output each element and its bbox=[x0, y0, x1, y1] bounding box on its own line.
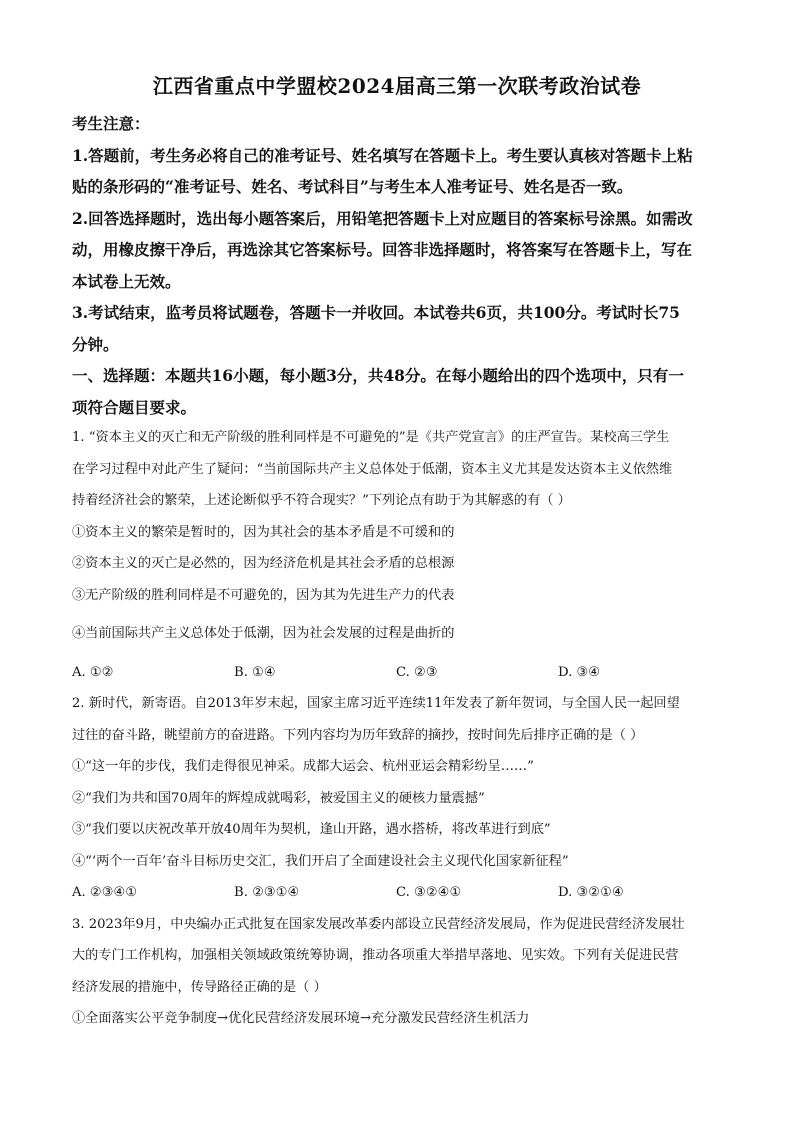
question-stem: 过往的奋斗路，眺望前方的奋进路。下列内容均为历年致辞的摘抄，按时间先后排序正确的是（ ） bbox=[72, 727, 644, 743]
option-a: A. ①② bbox=[72, 664, 114, 680]
notice-line: 分钟。 bbox=[72, 334, 119, 354]
option-b: B. ②③①④ bbox=[234, 885, 300, 900]
option-b: B. ①④ bbox=[234, 664, 276, 680]
answer-options bbox=[72, 657, 722, 689]
question-1 bbox=[72, 422, 722, 688]
notice-line: 3.考试结束，监考员将试题卷，答题卡一并收回。本试卷共6页，共100分。考试时长75 bbox=[72, 303, 680, 322]
question-item: ④当前国际共产主义总体处于低潮，因为社会发展的过程是曲折的 bbox=[72, 626, 455, 641]
option-d: D. ③②①④ bbox=[558, 885, 624, 900]
question-stem: 在学习过程中对此产生了疑问：“当前国际共产主义总体处于低潮，资本主义尤其是发达资本主义依然维 bbox=[72, 461, 673, 477]
question-item: ①“这一年的步伐，我们走得很见神采。成都大运会、杭州亚运会精彩纷呈……” bbox=[72, 759, 534, 774]
exam-notice bbox=[72, 108, 722, 423]
notice-line: 2.回答选择题时，选出每小题答案后，用铅笔把答题卡上对应题目的答案标号涂黑。如需改 bbox=[72, 208, 693, 228]
question-item: ①资本主义的繁荣是暂时的，因为其社会的基本矛盾是不可缓和的 bbox=[72, 524, 455, 540]
section-heading: 一、选择题：本题共16小题，每小题3分，共48分。在每小题给出的四个选项中，只有一 bbox=[72, 366, 684, 385]
question-item: ③“我们要以庆祝改革开放40周年为契机，逢山开路，遇水搭桥，将改革进行到底” bbox=[72, 822, 551, 837]
questions bbox=[72, 422, 722, 1035]
question-3 bbox=[72, 909, 722, 1035]
question-item: ②资本主义的灭亡是必然的，因为经济危机是其社会矛盾的总根源 bbox=[72, 556, 455, 571]
section-heading: 项符合题目要求。 bbox=[72, 397, 197, 417]
question-item: ②“我们为共和国70周年的辉煌成就喝彩，被爱国主义的硬核力量震撼” bbox=[72, 790, 485, 806]
question-item: ③无产阶级的胜利同样是不可避免的，因为其为先进生产力的代表 bbox=[72, 587, 455, 603]
question-stem: 经济发展的措施中，传导路径正确的是（ ） bbox=[72, 979, 327, 995]
question-stem: 3. 2023年9月，中央编办正式批复在国家发展改革委内部设立民营经济发展局，作为促进民营经济发展壮 bbox=[72, 916, 685, 932]
question-stem: 持着经济社会的繁荣，上述论断似乎不符合现实？”下列论点有助于为其解惑的有（ ） bbox=[72, 493, 571, 508]
question-2 bbox=[72, 688, 722, 909]
option-d: D. ③④ bbox=[558, 664, 601, 680]
notice-line: 动，用橡皮擦干净后，再选涂其它答案标号。回答非选择题时，将答案写在答题卡上，写在 bbox=[72, 240, 693, 259]
option-c: C. ②③ bbox=[396, 664, 438, 680]
notice-line: 贴的条形码的“准考证号、姓名、考试科目”与考生本人准考证号、姓名是否一致。 bbox=[72, 177, 633, 196]
question-item: ④“‘两个一百年’奋斗目标历史交汇，我们开启了全面建设社会主义现代化国家新征程” bbox=[72, 853, 569, 869]
answer-options bbox=[72, 877, 722, 909]
option-c: C. ③②④① bbox=[396, 885, 462, 900]
question-stem: 1. “资本主义的灭亡和无产阶级的胜利同样是不可避免的”是《共产党宣言》的庄严宣告。某校高三学生 bbox=[72, 430, 670, 445]
question-stem: 2. 新时代，新寄语。自2013年岁末起，国家主席习近平连续11年发表了新年贺词，与全国人民一起回望 bbox=[72, 696, 680, 711]
notice-line: 本试卷上无效。 bbox=[72, 271, 181, 291]
question-stem: 大的专门工作机构，加强相关领域政策统筹协调，推动各项重大举措早落地、见实效。下列有关促进民营 bbox=[72, 948, 679, 963]
question-item: ①全面落实公平竞争制度→优化民营经济发展环境→充分激发民营经济生机活力 bbox=[72, 1011, 530, 1026]
notice-line: 1.答题前，考生务必将自己的准考证号、姓名填写在答题卡上。考生要认真核对答题卡上粘 bbox=[72, 145, 693, 165]
page-title: 江西省重点中学盟校2024届高三第一次联考政治试卷 bbox=[152, 74, 642, 98]
option-a: A. ②③④① bbox=[72, 885, 138, 900]
notice-heading: 考生注意： bbox=[72, 114, 150, 133]
